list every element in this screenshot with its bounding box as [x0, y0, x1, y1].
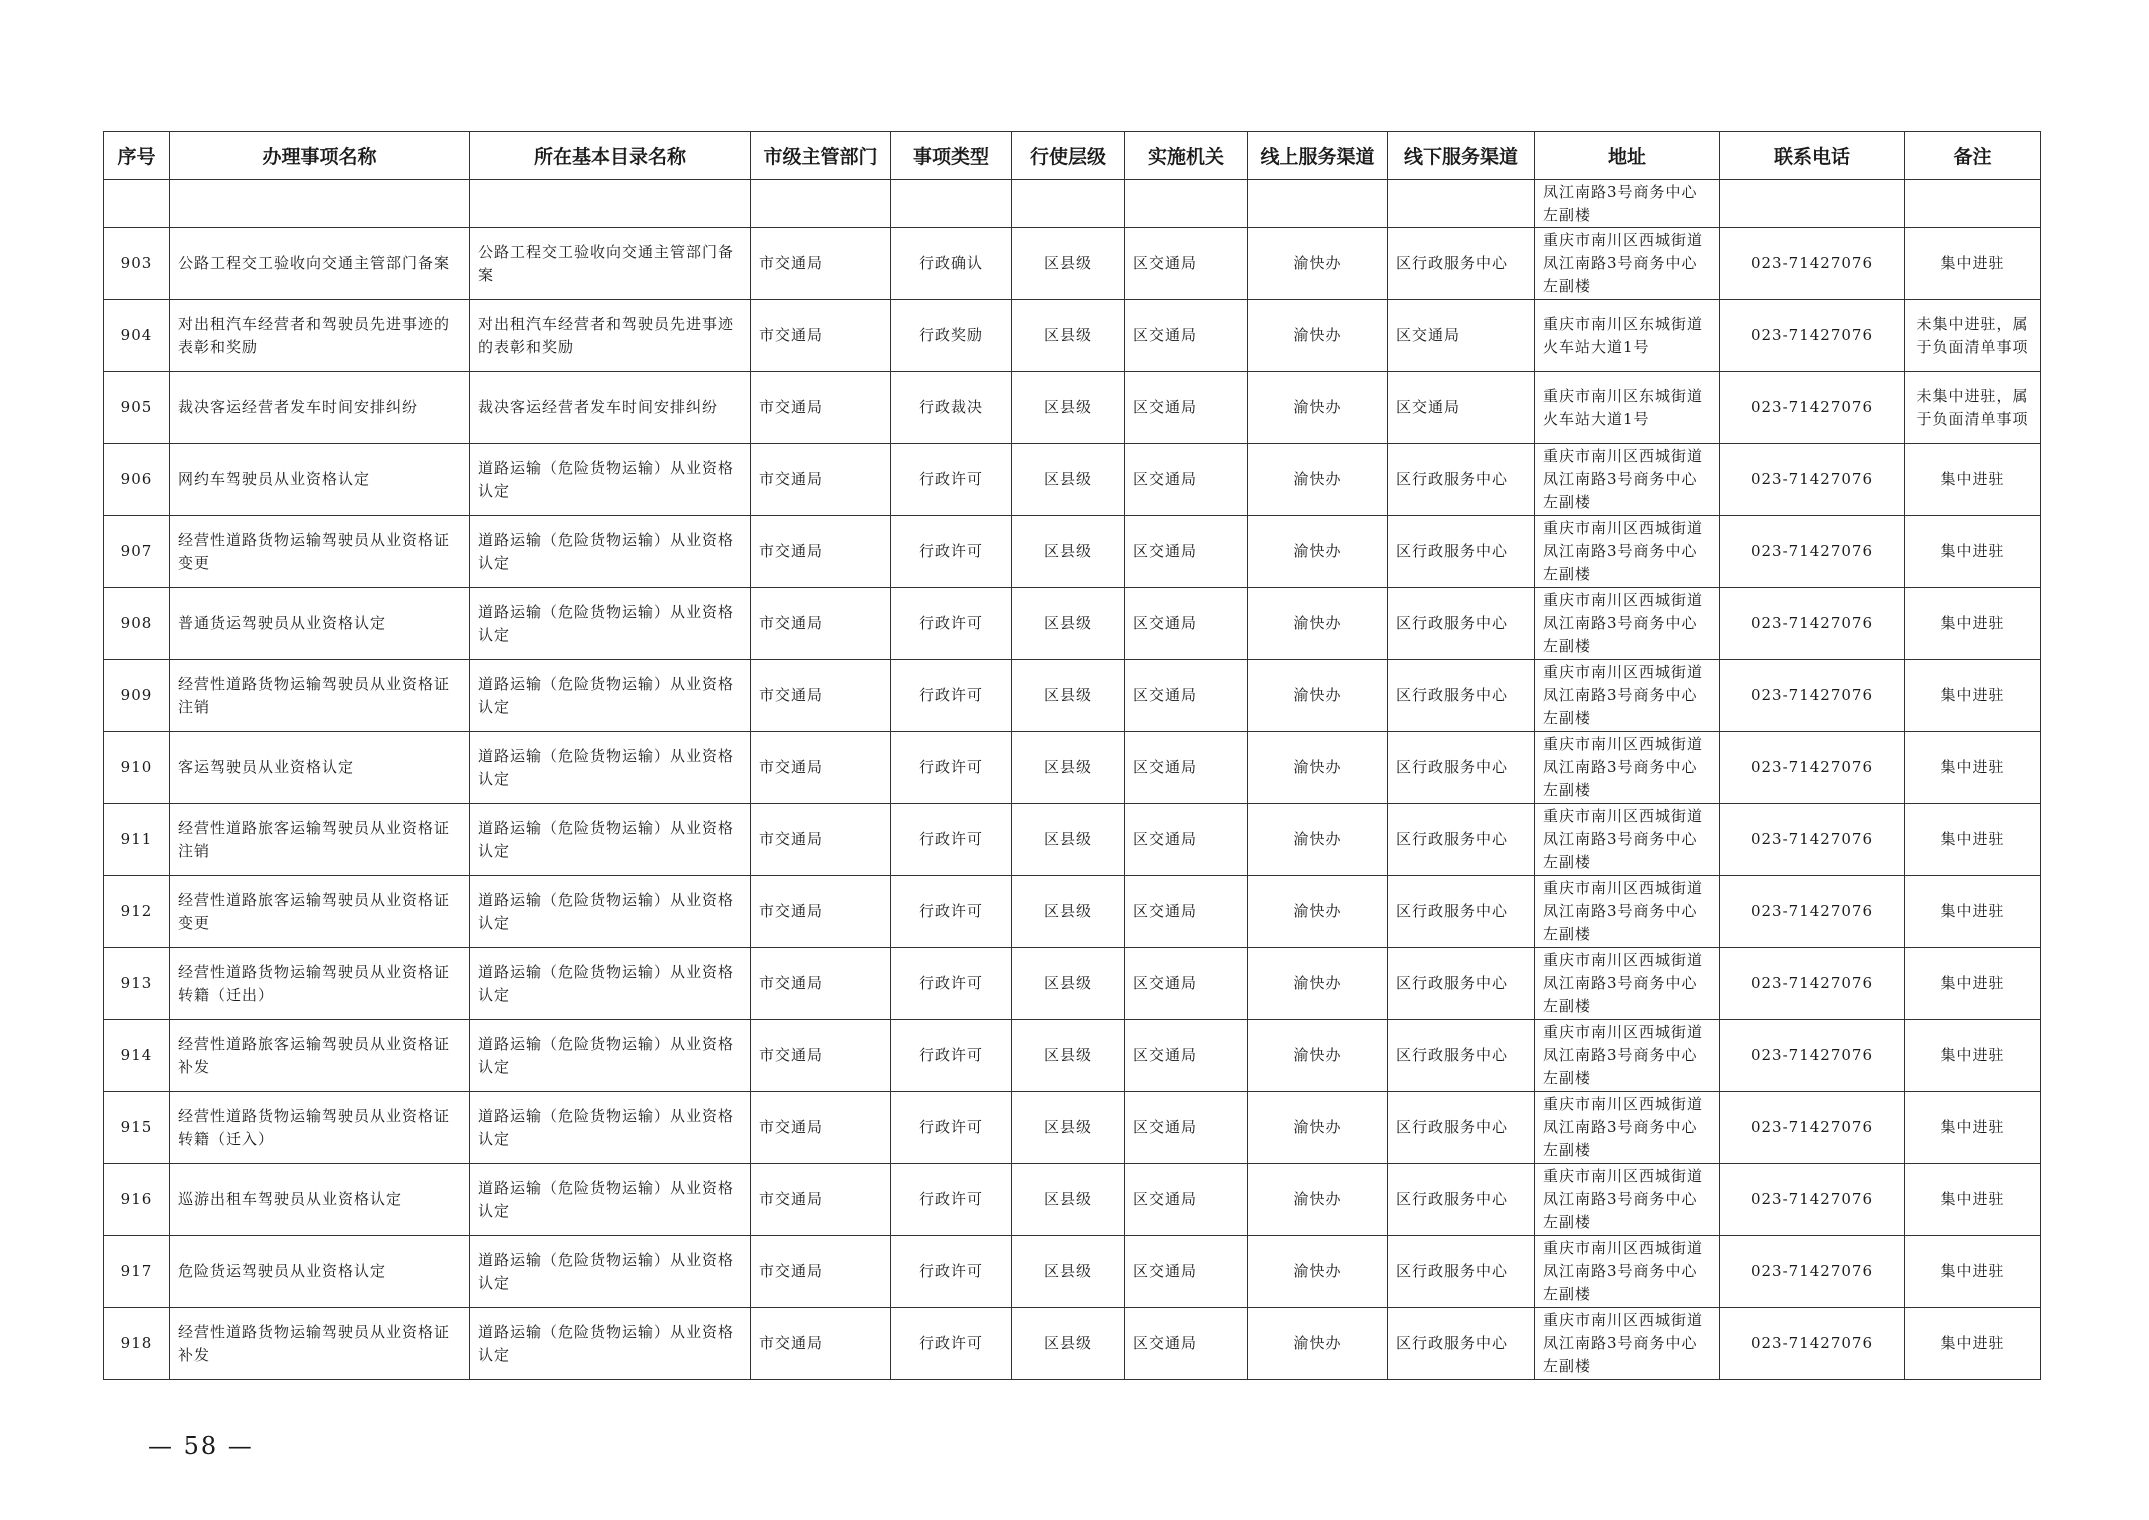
cell-item-name: 巡游出租车驾驶员从业资格认定 — [170, 1164, 470, 1236]
cell-offline-channel: 区行政服务中心 — [1388, 1308, 1535, 1380]
cell-catalog-name: 道路运输（危险货物运输）从业资格认定 — [470, 1020, 751, 1092]
table-row — [104, 1020, 2041, 1092]
cell-serial-no: 910 — [104, 732, 170, 804]
cell-serial-no: 916 — [104, 1164, 170, 1236]
cell-catalog-name: 道路运输（危险货物运输）从业资格认定 — [470, 1092, 751, 1164]
cell-implementing-agency: 区交通局 — [1125, 228, 1248, 300]
cell-empty — [470, 180, 751, 228]
cell-online-channel: 渝快办 — [1248, 948, 1388, 1020]
cell-remarks: 未集中进驻，属于负面清单事项 — [1905, 372, 2041, 444]
cell-empty — [1720, 180, 1905, 228]
cell-remarks: 集中进驻 — [1905, 588, 2041, 660]
cell-remarks: 集中进驻 — [1905, 732, 2041, 804]
cell-remarks: 集中进驻 — [1905, 876, 2041, 948]
cell-exercise-level: 区县级 — [1012, 588, 1125, 660]
cell-remarks: 集中进驻 — [1905, 1092, 2041, 1164]
cell-online-channel: 渝快办 — [1248, 444, 1388, 516]
cell-online-channel: 渝快办 — [1248, 588, 1388, 660]
cell-implementing-agency: 区交通局 — [1125, 1092, 1248, 1164]
cell-empty — [1125, 180, 1248, 228]
cell-exercise-level: 区县级 — [1012, 228, 1125, 300]
cell-address: 重庆市南川区西城街道凤江南路3号商务中心左副楼 — [1535, 228, 1720, 300]
cell-city-department: 市交通局 — [751, 588, 891, 660]
cell-online-channel: 渝快办 — [1248, 1308, 1388, 1380]
cell-address: 重庆市南川区西城街道凤江南路3号商务中心左副楼 — [1535, 804, 1720, 876]
cell-empty — [1905, 180, 2041, 228]
cell-offline-channel: 区行政服务中心 — [1388, 948, 1535, 1020]
cell-online-channel: 渝快办 — [1248, 1092, 1388, 1164]
table-row — [104, 948, 2041, 1020]
cell-exercise-level: 区县级 — [1012, 804, 1125, 876]
cell-city-department: 市交通局 — [751, 372, 891, 444]
cell-online-channel: 渝快办 — [1248, 516, 1388, 588]
cell-catalog-name: 道路运输（危险货物运输）从业资格认定 — [470, 1164, 751, 1236]
cell-phone: 023-71427076 — [1720, 1020, 1905, 1092]
cell-city-department: 市交通局 — [751, 228, 891, 300]
cell-implementing-agency: 区交通局 — [1125, 1308, 1248, 1380]
cell-address: 重庆市南川区西城街道凤江南路3号商务中心左副楼 — [1535, 1308, 1720, 1380]
cell-phone: 023-71427076 — [1720, 1164, 1905, 1236]
table-row — [104, 804, 2041, 876]
cell-address: 重庆市南川区西城街道凤江南路3号商务中心左副楼 — [1535, 588, 1720, 660]
cell-item-type: 行政奖励 — [891, 300, 1012, 372]
cell-city-department: 市交通局 — [751, 804, 891, 876]
cell-item-name: 经营性道路旅客运输驾驶员从业资格证补发 — [170, 1020, 470, 1092]
cell-catalog-name: 道路运输（危险货物运输）从业资格认定 — [470, 516, 751, 588]
table-row — [104, 372, 2041, 444]
cell-catalog-name: 道路运输（危险货物运输）从业资格认定 — [470, 1308, 751, 1380]
cell-address: 重庆市南川区东城街道火车站大道1号 — [1535, 372, 1720, 444]
cell-item-name: 经营性道路旅客运输驾驶员从业资格证注销 — [170, 804, 470, 876]
cell-item-type: 行政许可 — [891, 732, 1012, 804]
cell-empty — [891, 180, 1012, 228]
cell-address: 重庆市南川区西城街道凤江南路3号商务中心左副楼 — [1535, 1020, 1720, 1092]
cell-catalog-name: 道路运输（危险货物运输）从业资格认定 — [470, 588, 751, 660]
cell-implementing-agency: 区交通局 — [1125, 732, 1248, 804]
table-row — [104, 876, 2041, 948]
cell-item-name: 网约车驾驶员从业资格认定 — [170, 444, 470, 516]
cell-item-name: 经营性道路货物运输驾驶员从业资格证注销 — [170, 660, 470, 732]
cell-phone: 023-71427076 — [1720, 1308, 1905, 1380]
cell-item-type: 行政许可 — [891, 1092, 1012, 1164]
table-row — [104, 1236, 2041, 1308]
cell-online-channel: 渝快办 — [1248, 228, 1388, 300]
cell-remarks: 集中进驻 — [1905, 804, 2041, 876]
cell-offline-channel: 区行政服务中心 — [1388, 1164, 1535, 1236]
cell-serial-no: 911 — [104, 804, 170, 876]
cell-city-department: 市交通局 — [751, 1020, 891, 1092]
cell-offline-channel: 区行政服务中心 — [1388, 1236, 1535, 1308]
cell-online-channel: 渝快办 — [1248, 1164, 1388, 1236]
header-exercise-level: 行使层级 — [1012, 132, 1125, 180]
cell-city-department: 市交通局 — [751, 444, 891, 516]
cell-phone: 023-71427076 — [1720, 948, 1905, 1020]
cell-remarks: 集中进驻 — [1905, 228, 2041, 300]
cell-offline-channel: 区行政服务中心 — [1388, 444, 1535, 516]
cell-online-channel: 渝快办 — [1248, 804, 1388, 876]
cell-serial-no: 917 — [104, 1236, 170, 1308]
cell-item-name: 经营性道路货物运输驾驶员从业资格证转籍（迁入） — [170, 1092, 470, 1164]
cell-catalog-name: 道路运输（危险货物运输）从业资格认定 — [470, 444, 751, 516]
cell-exercise-level: 区县级 — [1012, 516, 1125, 588]
header-phone: 联系电话 — [1720, 132, 1905, 180]
table-row-continued — [104, 180, 2041, 228]
cell-address: 重庆市南川区西城街道凤江南路3号商务中心左副楼 — [1535, 876, 1720, 948]
cell-item-type: 行政许可 — [891, 948, 1012, 1020]
cell-item-type: 行政许可 — [891, 660, 1012, 732]
cell-item-type: 行政许可 — [891, 444, 1012, 516]
cell-serial-no: 908 — [104, 588, 170, 660]
cell-exercise-level: 区县级 — [1012, 1308, 1125, 1380]
cell-catalog-name: 对出租汽车经营者和驾驶员先进事迹的表彰和奖励 — [470, 300, 751, 372]
cell-implementing-agency: 区交通局 — [1125, 588, 1248, 660]
cell-implementing-agency: 区交通局 — [1125, 300, 1248, 372]
cell-phone: 023-71427076 — [1720, 732, 1905, 804]
cell-offline-channel: 区行政服务中心 — [1388, 588, 1535, 660]
cell-item-name: 对出租汽车经营者和驾驶员先进事迹的表彰和奖励 — [170, 300, 470, 372]
cell-implementing-agency: 区交通局 — [1125, 660, 1248, 732]
table-body — [104, 180, 2041, 1380]
cell-address: 重庆市南川区西城街道凤江南路3号商务中心左副楼 — [1535, 444, 1720, 516]
cell-empty — [1248, 180, 1388, 228]
cell-item-type: 行政许可 — [891, 1164, 1012, 1236]
header-catalog-name: 所在基本目录名称 — [470, 132, 751, 180]
cell-remarks: 集中进驻 — [1905, 1236, 2041, 1308]
cell-implementing-agency: 区交通局 — [1125, 876, 1248, 948]
cell-remarks: 集中进驻 — [1905, 660, 2041, 732]
cell-serial-no: 913 — [104, 948, 170, 1020]
cell-serial-no: 912 — [104, 876, 170, 948]
cell-phone: 023-71427076 — [1720, 804, 1905, 876]
cell-serial-no: 903 — [104, 228, 170, 300]
cell-address: 重庆市南川区西城街道凤江南路3号商务中心左副楼 — [1535, 1092, 1720, 1164]
cell-phone: 023-71427076 — [1720, 516, 1905, 588]
cell-catalog-name: 道路运输（危险货物运输）从业资格认定 — [470, 804, 751, 876]
cell-item-type: 行政许可 — [891, 876, 1012, 948]
header-city-department: 市级主管部门 — [751, 132, 891, 180]
header-item-type: 事项类型 — [891, 132, 1012, 180]
cell-item-name: 经营性道路货物运输驾驶员从业资格证补发 — [170, 1308, 470, 1380]
cell-phone: 023-71427076 — [1720, 660, 1905, 732]
cell-remarks: 集中进驻 — [1905, 516, 2041, 588]
cell-item-name: 裁决客运经营者发车时间安排纠纷 — [170, 372, 470, 444]
cell-catalog-name: 裁决客运经营者发车时间安排纠纷 — [470, 372, 751, 444]
header-address: 地址 — [1535, 132, 1720, 180]
cell-offline-channel: 区行政服务中心 — [1388, 516, 1535, 588]
table-row — [104, 588, 2041, 660]
cell-offline-channel: 区行政服务中心 — [1388, 228, 1535, 300]
cell-empty — [104, 180, 170, 228]
cell-online-channel: 渝快办 — [1248, 372, 1388, 444]
cell-remarks: 集中进驻 — [1905, 444, 2041, 516]
table-row — [104, 1164, 2041, 1236]
cell-implementing-agency: 区交通局 — [1125, 804, 1248, 876]
cell-phone: 023-71427076 — [1720, 1236, 1905, 1308]
cell-empty — [170, 180, 470, 228]
header-remarks: 备注 — [1905, 132, 2041, 180]
cell-offline-channel: 区行政服务中心 — [1388, 732, 1535, 804]
cell-implementing-agency: 区交通局 — [1125, 1236, 1248, 1308]
cell-exercise-level: 区县级 — [1012, 660, 1125, 732]
cell-catalog-name: 道路运输（危险货物运输）从业资格认定 — [470, 876, 751, 948]
cell-item-name: 客运驾驶员从业资格认定 — [170, 732, 470, 804]
cell-city-department: 市交通局 — [751, 300, 891, 372]
table-header-row — [104, 132, 2041, 180]
cell-exercise-level: 区县级 — [1012, 948, 1125, 1020]
cell-city-department: 市交通局 — [751, 1164, 891, 1236]
cell-item-type: 行政确认 — [891, 228, 1012, 300]
cell-empty — [1012, 180, 1125, 228]
cell-implementing-agency: 区交通局 — [1125, 372, 1248, 444]
cell-exercise-level: 区县级 — [1012, 372, 1125, 444]
cell-city-department: 市交通局 — [751, 1236, 891, 1308]
cell-address-continued: 凤江南路3号商务中心左副楼 — [1535, 180, 1720, 228]
service-items-table — [103, 131, 2041, 1380]
cell-offline-channel: 区行政服务中心 — [1388, 804, 1535, 876]
cell-catalog-name: 道路运输（危险货物运输）从业资格认定 — [470, 1236, 751, 1308]
cell-city-department: 市交通局 — [751, 660, 891, 732]
cell-serial-no: 918 — [104, 1308, 170, 1380]
cell-online-channel: 渝快办 — [1248, 1020, 1388, 1092]
cell-offline-channel: 区交通局 — [1388, 300, 1535, 372]
cell-item-type: 行政许可 — [891, 1020, 1012, 1092]
cell-item-type: 行政许可 — [891, 1308, 1012, 1380]
cell-item-name: 危险货运驾驶员从业资格认定 — [170, 1236, 470, 1308]
cell-phone: 023-71427076 — [1720, 876, 1905, 948]
cell-city-department: 市交通局 — [751, 948, 891, 1020]
cell-serial-no: 915 — [104, 1092, 170, 1164]
page-number: — 58 — — [148, 1432, 254, 1460]
cell-implementing-agency: 区交通局 — [1125, 1164, 1248, 1236]
cell-remarks: 未集中进驻，属于负面清单事项 — [1905, 300, 2041, 372]
table-row — [104, 228, 2041, 300]
cell-city-department: 市交通局 — [751, 1308, 891, 1380]
cell-serial-no: 909 — [104, 660, 170, 732]
cell-item-type: 行政许可 — [891, 516, 1012, 588]
header-implementing-agency: 实施机关 — [1125, 132, 1248, 180]
cell-remarks: 集中进驻 — [1905, 1020, 2041, 1092]
cell-offline-channel: 区行政服务中心 — [1388, 876, 1535, 948]
cell-phone: 023-71427076 — [1720, 228, 1905, 300]
cell-exercise-level: 区县级 — [1012, 300, 1125, 372]
cell-city-department: 市交通局 — [751, 732, 891, 804]
cell-phone: 023-71427076 — [1720, 444, 1905, 516]
cell-exercise-level: 区县级 — [1012, 876, 1125, 948]
table-row — [104, 1092, 2041, 1164]
cell-exercise-level: 区县级 — [1012, 1092, 1125, 1164]
cell-remarks: 集中进驻 — [1905, 948, 2041, 1020]
cell-item-name: 经营性道路货物运输驾驶员从业资格证转籍（迁出） — [170, 948, 470, 1020]
cell-address: 重庆市南川区西城街道凤江南路3号商务中心左副楼 — [1535, 660, 1720, 732]
cell-phone: 023-71427076 — [1720, 1092, 1905, 1164]
cell-address: 重庆市南川区西城街道凤江南路3号商务中心左副楼 — [1535, 732, 1720, 804]
cell-city-department: 市交通局 — [751, 516, 891, 588]
cell-item-name: 经营性道路旅客运输驾驶员从业资格证变更 — [170, 876, 470, 948]
cell-address: 重庆市南川区东城街道火车站大道1号 — [1535, 300, 1720, 372]
cell-exercise-level: 区县级 — [1012, 1236, 1125, 1308]
cell-item-name: 经营性道路货物运输驾驶员从业资格证变更 — [170, 516, 470, 588]
cell-implementing-agency: 区交通局 — [1125, 1020, 1248, 1092]
cell-serial-no: 904 — [104, 300, 170, 372]
header-item-name: 办理事项名称 — [170, 132, 470, 180]
cell-item-type: 行政许可 — [891, 588, 1012, 660]
cell-offline-channel: 区行政服务中心 — [1388, 1020, 1535, 1092]
cell-address: 重庆市南川区西城街道凤江南路3号商务中心左副楼 — [1535, 516, 1720, 588]
cell-offline-channel: 区行政服务中心 — [1388, 1092, 1535, 1164]
cell-phone: 023-71427076 — [1720, 300, 1905, 372]
cell-phone: 023-71427076 — [1720, 372, 1905, 444]
cell-item-type: 行政许可 — [891, 1236, 1012, 1308]
cell-offline-channel: 区行政服务中心 — [1388, 660, 1535, 732]
cell-online-channel: 渝快办 — [1248, 300, 1388, 372]
cell-remarks: 集中进驻 — [1905, 1164, 2041, 1236]
cell-exercise-level: 区县级 — [1012, 1020, 1125, 1092]
cell-empty — [751, 180, 891, 228]
cell-city-department: 市交通局 — [751, 876, 891, 948]
cell-implementing-agency: 区交通局 — [1125, 444, 1248, 516]
table-row — [104, 300, 2041, 372]
cell-remarks: 集中进驻 — [1905, 1308, 2041, 1380]
cell-online-channel: 渝快办 — [1248, 732, 1388, 804]
cell-catalog-name: 道路运输（危险货物运输）从业资格认定 — [470, 948, 751, 1020]
cell-catalog-name: 道路运输（危险货物运输）从业资格认定 — [470, 660, 751, 732]
cell-city-department: 市交通局 — [751, 1092, 891, 1164]
cell-exercise-level: 区县级 — [1012, 732, 1125, 804]
cell-implementing-agency: 区交通局 — [1125, 948, 1248, 1020]
cell-serial-no: 914 — [104, 1020, 170, 1092]
table-row — [104, 1308, 2041, 1380]
cell-item-name: 公路工程交工验收向交通主管部门备案 — [170, 228, 470, 300]
cell-implementing-agency: 区交通局 — [1125, 516, 1248, 588]
cell-serial-no: 906 — [104, 444, 170, 516]
header-offline-channel: 线下服务渠道 — [1388, 132, 1535, 180]
cell-online-channel: 渝快办 — [1248, 660, 1388, 732]
cell-item-name: 普通货运驾驶员从业资格认定 — [170, 588, 470, 660]
cell-address: 重庆市南川区西城街道凤江南路3号商务中心左副楼 — [1535, 1236, 1720, 1308]
table-row — [104, 444, 2041, 516]
cell-exercise-level: 区县级 — [1012, 444, 1125, 516]
cell-exercise-level: 区县级 — [1012, 1164, 1125, 1236]
cell-serial-no: 907 — [104, 516, 170, 588]
cell-catalog-name: 道路运输（危险货物运输）从业资格认定 — [470, 732, 751, 804]
header-serial-no: 序号 — [104, 132, 170, 180]
cell-online-channel: 渝快办 — [1248, 876, 1388, 948]
cell-phone: 023-71427076 — [1720, 588, 1905, 660]
cell-offline-channel: 区交通局 — [1388, 372, 1535, 444]
cell-item-type: 行政许可 — [891, 804, 1012, 876]
table-row — [104, 660, 2041, 732]
cell-item-type: 行政裁决 — [891, 372, 1012, 444]
header-online-channel: 线上服务渠道 — [1248, 132, 1388, 180]
cell-serial-no: 905 — [104, 372, 170, 444]
cell-address: 重庆市南川区西城街道凤江南路3号商务中心左副楼 — [1535, 948, 1720, 1020]
cell-address: 重庆市南川区西城街道凤江南路3号商务中心左副楼 — [1535, 1164, 1720, 1236]
cell-catalog-name: 公路工程交工验收向交通主管部门备案 — [470, 228, 751, 300]
cell-empty — [1388, 180, 1535, 228]
table-row — [104, 732, 2041, 804]
table-row — [104, 516, 2041, 588]
cell-online-channel: 渝快办 — [1248, 1236, 1388, 1308]
